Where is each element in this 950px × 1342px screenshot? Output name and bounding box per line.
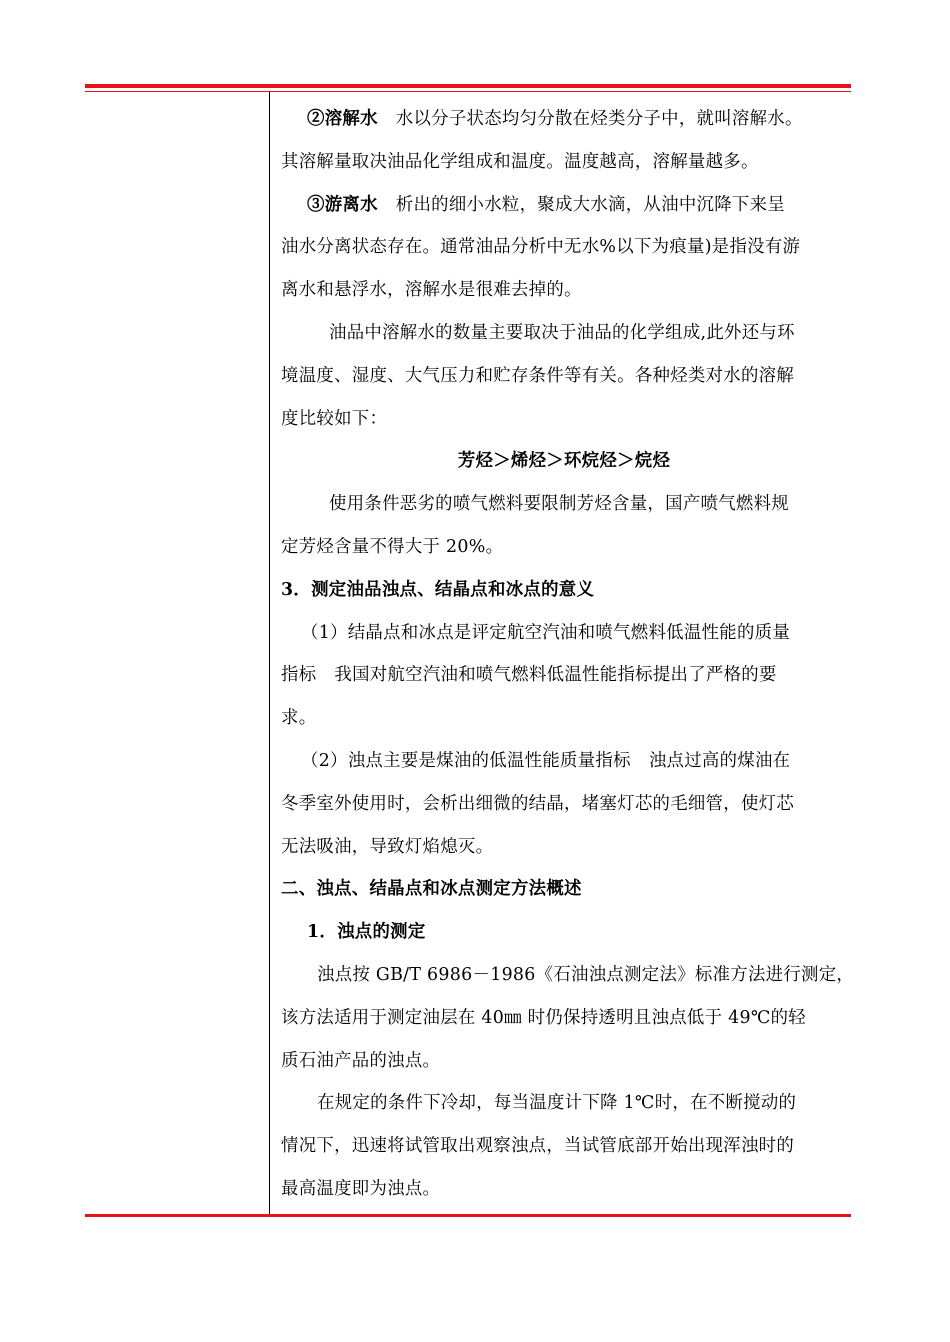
paragraph-line: 情况下，迅速将试管取出观察浊点，当试管底部开始出现浑浊时的	[281, 1136, 795, 1157]
paragraph-line: 质石油产品的浊点。	[281, 1050, 441, 1071]
margin-divider	[269, 92, 270, 1214]
footer-rule	[85, 1214, 851, 1217]
paragraph-line: （2）浊点主要是煤油的低温性能质量指标 浊点过高的煤油在	[301, 750, 791, 771]
paragraph-line: 最高温度即为浊点。	[281, 1178, 441, 1199]
paragraph-line: 境温度、湿度、大气压力和贮存条件等有关。各种烃类对水的溶解	[281, 365, 795, 386]
term-dissolved-water: ②溶解水	[307, 109, 378, 129]
header-rule-thin	[85, 91, 851, 92]
header-rule-thick	[85, 84, 851, 88]
term-free-water: ③游离水	[307, 194, 378, 215]
paragraph-line: 该方法适用于测定油层在 40㎜ 时仍保持透明且浊点低于 49℃的轻	[281, 1007, 806, 1028]
paragraph-line: 使用条件恶劣的喷气燃料要限制芳烃含量，国产喷气燃料规	[329, 494, 789, 515]
paragraph-line: 定芳烃含量不得大于 20%。	[281, 536, 504, 557]
paragraph-line: 浊点按 GB/T 6986－1986《石油浊点测定法》标准方法进行测定，	[317, 964, 855, 985]
subsection-heading-1: 1．浊点的测定	[307, 922, 426, 943]
paragraph-line: 在规定的条件下冷却，每当温度计下降 1℃时，在不断搅动的	[317, 1093, 797, 1114]
paragraph-line: ②溶解水 水以分子状态均匀分散在烃类分子中，就叫溶解水。	[307, 109, 803, 129]
paragraph-line: 度比较如下：	[281, 408, 388, 429]
paragraph-line: 油品中溶解水的数量主要取决于油品的化学组成,此外还与环	[329, 322, 795, 343]
paragraph-line: 冬季室外使用时，会析出细微的结晶，堵塞灯芯的毛细管，使灯芯	[281, 793, 795, 814]
chapter-heading-2: 二、浊点、结晶点和冰点测定方法概述	[281, 879, 582, 900]
paragraph-line: ③游离水 析出的细小水粒，聚成大水滴，从油中沉降下来呈	[307, 194, 785, 215]
paragraph-line: （1）结晶点和冰点是评定航空汽油和喷气燃料低温性能的质量	[301, 622, 791, 643]
paragraph-line: 无法吸油，导致灯焰熄灭。	[281, 836, 494, 857]
paragraph-line: 指标 我国对航空汽油和喷气燃料低温性能指标提出了严格的要	[281, 665, 777, 686]
paragraph-line: 离水和悬浮水，溶解水是很难去掉的。	[281, 280, 582, 301]
solubility-order: 芳烃＞烯烃＞环烷烃＞烷烃	[457, 451, 671, 472]
paragraph-line: 油水分离状态存在。通常油品分析中无水%以下为痕量)是指没有游	[281, 237, 801, 258]
section-heading-3: 3．测定油品浊点、结晶点和冰点的意义	[281, 579, 595, 600]
paragraph-line: 其溶解量取决油品化学组成和温度。温度越高，溶解量越多。	[281, 151, 759, 172]
document-body	[281, 98, 855, 1211]
paragraph-line: 求。	[281, 708, 317, 729]
